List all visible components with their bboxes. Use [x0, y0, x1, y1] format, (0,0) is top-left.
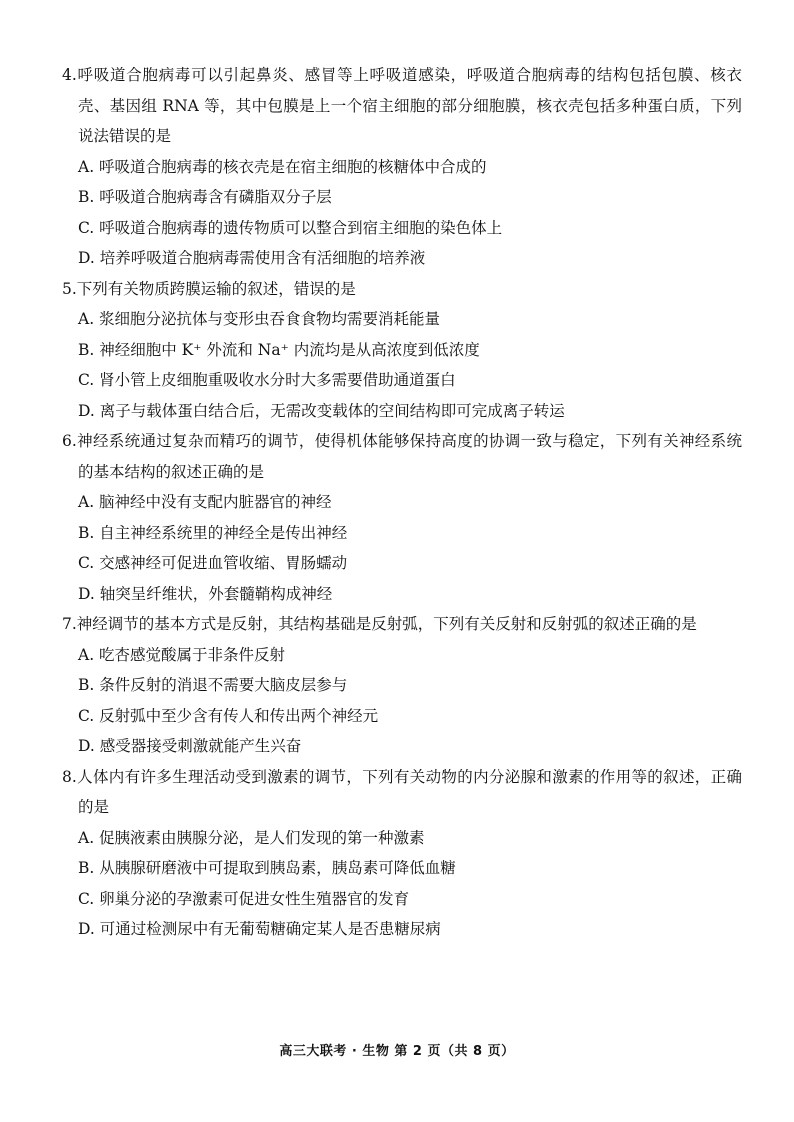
option-c: C. 反射弧中至少含有传人和传出两个神经元	[78, 706, 379, 725]
question-number: 7.	[62, 615, 77, 633]
question-stem: 神经系统通过复杂而精巧的调节，使得机体能够保持高度的协调一致与稳定，下列有关神经系统的基本结构的叙述正确的是	[76, 432, 742, 481]
option-d: D. 离子与载体蛋白结合后，无需改变载体的空间结构即可完成离子转运	[78, 401, 565, 420]
option-d: D. 轴突呈纤维状，外套髓鞘构成神经	[78, 584, 333, 603]
question-number: 6.	[62, 432, 77, 450]
question-number: 8.	[62, 767, 77, 786]
option-a: A. 吃杏感觉酸属于非条件反射	[78, 645, 286, 664]
question-5	[62, 274, 742, 427]
option-b: B. 神经细胞中 K⁺ 外流和 Na⁺ 内流均是从高浓度到低浓度	[78, 340, 480, 359]
option-c: C. 卵巢分泌的孕激素可促进女性生殖器官的发育	[78, 889, 410, 908]
option-list	[62, 823, 742, 945]
option-c: C. 呼吸道合胞病毒的遗传物质可以整合到宿主细胞的染色体上	[78, 218, 503, 237]
question-number: 5.	[62, 279, 77, 298]
option-list	[62, 487, 742, 609]
option-d: D. 可通过检测尿中有无葡萄糖确定某人是否患糖尿病	[78, 920, 441, 938]
question-stem: 人体内有许多生理活动受到激素的调节，下列有关动物的内分泌腺和激素的作用等的叙述，正确的是	[76, 767, 742, 816]
option-a: A. 呼吸道合胞病毒的核衣壳是在宿主细胞的核糖体中合成的	[78, 157, 487, 176]
question-8	[62, 762, 742, 945]
question-4	[62, 60, 742, 274]
question-number: 4.	[62, 66, 77, 84]
option-a: A. 脑神经中没有支配内脏器官的神经	[78, 493, 332, 511]
option-b: B. 自主神经系统里的神经全是传出神经	[78, 523, 348, 542]
option-d: D. 培养呼吸道合胞病毒需使用含有活细胞的培养液	[78, 249, 426, 267]
question-7	[62, 609, 742, 762]
question-list	[62, 60, 742, 945]
option-c: C. 交感神经可促进血管收缩、胃肠蠕动	[78, 554, 348, 572]
question-stem: 神经调节的基本方式是反射，其结构基础是反射弧，下列有关反射和反射弧的叙述正确的是	[76, 615, 697, 633]
question-stem: 下列有关物质跨膜运输的叙述，错误的是	[76, 279, 356, 298]
option-a: A. 浆细胞分泌抗体与变形虫吞食食物均需要消耗能量	[78, 310, 441, 328]
option-a: A. 促胰液素由胰腺分泌，是人们发现的第一种激素	[78, 828, 425, 847]
option-b: B. 从胰腺研磨液中可提取到胰岛素，胰岛素可降低血糖	[78, 859, 456, 877]
question-6	[62, 426, 742, 609]
option-b: B. 条件反射的消退不需要大脑皮层参与	[78, 676, 348, 694]
page-footer: 高三大联考 · 生物 第 2 页（共 8 页）	[279, 1044, 515, 1059]
option-b: B. 呼吸道合胞病毒含有磷脂双分子层	[78, 188, 332, 206]
question-stem: 呼吸道合胞病毒可以引起鼻炎、感冒等上呼吸道感染，呼吸道合胞病毒的结构包括包膜、核衣壳、基因组 RNA 等，其中包膜是上一个宿主细胞的部分细胞膜，核衣壳包括多种蛋白质，下列说法错误的是	[76, 66, 742, 145]
option-list	[62, 640, 742, 762]
option-c: C. 肾小管上皮细胞重吸收水分时大多需要借助通道蛋白	[78, 371, 456, 389]
option-d: D. 感受器接受刺激就能产生兴奋	[78, 737, 302, 755]
option-list	[62, 152, 742, 274]
option-list	[62, 304, 742, 426]
